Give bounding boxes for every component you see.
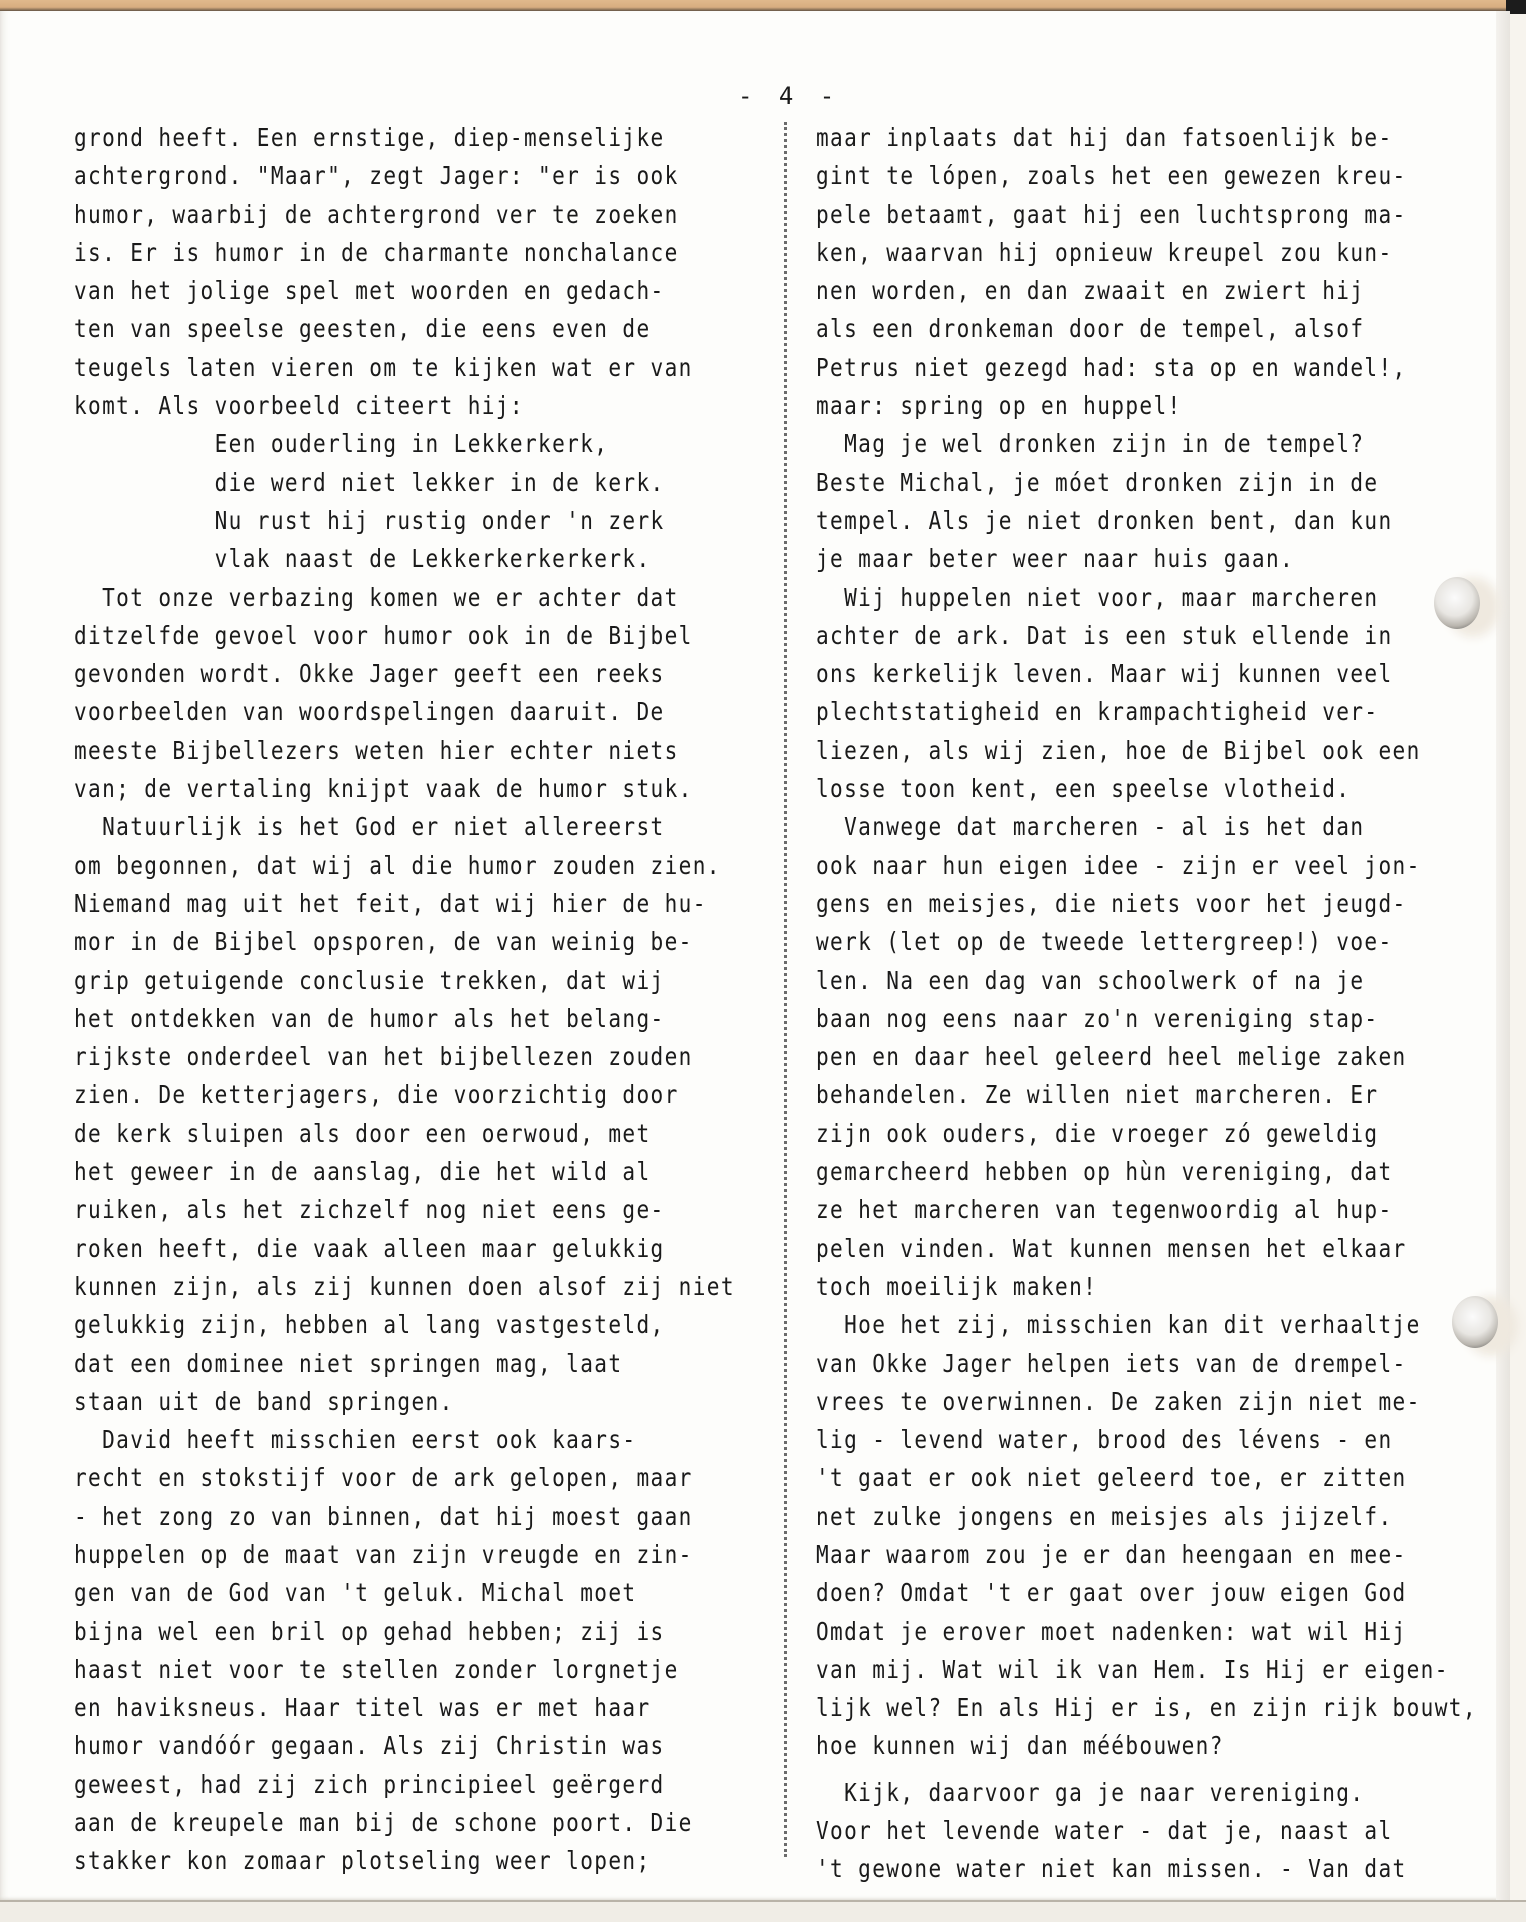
text-line: grond heeft. Een ernstige, diep-menselijke (74, 123, 665, 152)
text-line: zijn ook ouders, die vroeger zó geweldig (816, 1118, 1379, 1148)
text-line: maar: spring op en huppel! (816, 391, 1182, 421)
text-line: voorbeelden van woordspelingen daaruit. De (74, 697, 665, 727)
text-line: geweest, had zij zich principieel geërgerd (74, 1769, 665, 1799)
text-line: Tot onze verbazing komen we er achter dat (74, 582, 679, 612)
page-number: - 4 - (738, 82, 841, 110)
text-line: Natuurlijk is het God er niet allereerst (74, 812, 665, 842)
text-line: maar inplaats dat hij dan fatsoenlijk be- (816, 123, 1393, 152)
text-line: aan de kreupele man bij de schone poort. Die (74, 1808, 693, 1838)
text-line: komt. Als voorbeeld citeert hij: (74, 391, 524, 421)
text-line: toch moeilijk maken! (816, 1271, 1098, 1301)
text-line: rijkste onderdeel van het bijbellezen zouden (74, 1042, 693, 1072)
text-line: lig - levend water, brood des lévens - en (816, 1425, 1393, 1455)
text-line: het ontdekken van de humor als het belang- (74, 1003, 665, 1033)
text-line: ruiken, als het zichzelf nog niet eens ge- (74, 1195, 665, 1225)
text-line: achter de ark. Dat is een stuk ellende in (816, 620, 1393, 650)
text-line: grip getuigende conclusie trekken, dat wij (74, 965, 665, 995)
text-line: recht en stokstijf voor de ark gelopen, maar (74, 1463, 693, 1493)
text-line: vlak naast de Lekkerkerkerkerk. (74, 544, 651, 574)
text-line: ten van speelse geesten, die eens even de (74, 314, 651, 344)
text-line: van Okke Jager helpen iets van de drempel- (816, 1348, 1407, 1378)
text-line: Niemand mag uit het feit, dat wij hier de hu- (74, 888, 707, 918)
punch-hole-icon (1452, 1296, 1498, 1348)
text-line: bijna wel een bril op gehad hebben; zij is (74, 1616, 665, 1646)
text-line: is. Er is humor in de charmante nonchalance (74, 237, 679, 267)
text-line: om begonnen, dat wij al die humor zouden zien. (74, 850, 721, 880)
text-line: doen? Omdat 't er gaat over jouw eigen God (816, 1578, 1407, 1608)
text-line: baan nog eens naar zo'n vereniging stap- (816, 1003, 1379, 1033)
left-column (74, 119, 842, 1881)
text-line: meeste Bijbellezers weten hier echter niets (74, 735, 679, 765)
text-line: 't gewone water niet kan missen. - Van dat (816, 1854, 1407, 1884)
text-line: roken heeft, die vaak alleen maar gelukkig (74, 1233, 665, 1263)
text-line: humor vandóór gegaan. Als zij Christin was (74, 1731, 665, 1761)
paragraph-gap (816, 1766, 1526, 1774)
text-line: van het jolige spel met woorden en gedach- (74, 276, 665, 306)
text-line: en haviksneus. Haar titel was er met haar (74, 1693, 651, 1723)
text-line: Omdat je erover moet nadenken: wat wil Hij (816, 1616, 1407, 1646)
text-line: nen worden, en dan zwaait en zwiert hij (816, 276, 1365, 306)
text-line: ditzelfde gevoel voor humor ook in de Bijbel (74, 620, 693, 650)
text-line: gelukkig zijn, hebben al lang vastgesteld, (74, 1310, 665, 1340)
text-line: zien. De ketterjagers, die voorzichtig door (74, 1080, 679, 1110)
text-line: pele betaamt, gaat hij een luchtsprong ma- (816, 199, 1407, 229)
text-line: je maar beter weer naar huis gaan. (816, 544, 1295, 574)
text-line: dat een dominee niet springen mag, laat (74, 1348, 623, 1378)
right-column-final-paragraph (816, 1774, 1526, 1889)
text-line: achtergrond. "Maar", zegt Jager: "er is ook (74, 161, 679, 191)
text-line: tempel. Als je niet dronken bent, dan kun (816, 505, 1393, 535)
text-line: werk (let op de tweede lettergreep!) voe- (816, 927, 1393, 957)
text-line: ze het marcheren van tegenwoordig al hup- (816, 1195, 1393, 1225)
text-line: Maar waarom zou je er dan heengaan en mee- (816, 1539, 1407, 1569)
text-line: Mag je wel dronken zijn in de tempel? (816, 429, 1365, 459)
text-line: Voor het levende water - dat je, naast al (816, 1816, 1393, 1846)
text-line: als een dronkeman door de tempel, alsof (816, 314, 1365, 344)
text-line: Beste Michal, je móet dronken zijn in de (816, 467, 1379, 497)
text-line: Kijk, daarvoor ga je naar vereniging. (816, 1777, 1365, 1807)
text-line: de kerk sluipen als door een oerwoud, met (74, 1118, 651, 1148)
text-line: gens en meisjes, die niets voor het jeugd- (816, 888, 1407, 918)
text-line: stakker kon zomaar plotseling weer lopen; (74, 1846, 651, 1876)
text-line: gint te lópen, zoals het een gewezen kreu- (816, 161, 1407, 191)
text-line: liezen, als wij zien, hoe de Bijbel ook een (816, 735, 1421, 765)
text-line: teugels laten vieren om te kijken wat er van (74, 352, 693, 382)
text-line: Vanwege dat marcheren - al is het dan (816, 812, 1365, 842)
text-line: gevonden wordt. Okke Jager geeft een reeks (74, 659, 665, 689)
text-line: kunnen zijn, als zij kunnen doen alsof zij niet (74, 1271, 735, 1301)
text-line: van; de vertaling knijpt vaak de humor stuk. (74, 774, 693, 804)
text-line: Petrus niet gezegd had: sta op en wandel!, (816, 352, 1407, 382)
text-line: mor in de Bijbel opsporen, de van weinig be- (74, 927, 693, 957)
right-column-main-text (816, 119, 1526, 1766)
text-line: die werd niet lekker in de kerk. (74, 467, 665, 497)
right-column (816, 119, 1526, 1889)
text-line: humor, waarbij de achtergrond ver te zoeken (74, 199, 679, 229)
text-line: losse toon kent, een speelse vlotheid. (816, 774, 1351, 804)
text-line: behandelen. Ze willen niet marcheren. Er (816, 1080, 1379, 1110)
text-line: Nu rust hij rustig onder 'n zerk (74, 505, 665, 535)
text-line: Hoe het zij, misschien kan dit verhaaltje (816, 1310, 1421, 1340)
text-line: len. Na een dag van schoolwerk of na je (816, 965, 1365, 995)
text-line: lijk wel? En als Hij er is, en zijn rijk bouwt, (816, 1693, 1477, 1723)
text-line: staan uit de band springen. (74, 1386, 454, 1416)
text-line: ons kerkelijk leven. Maar wij kunnen veel (816, 659, 1393, 689)
text-line: 't gaat er ook niet geleerd toe, er zitten (816, 1463, 1407, 1493)
text-line: vrees te overwinnen. De zaken zijn niet me- (816, 1386, 1421, 1416)
text-line: net zulke jongens en meisjes als jijzelf. (816, 1501, 1393, 1531)
text-line: gemarcheerd hebben op hùn vereniging, dat (816, 1157, 1393, 1187)
text-line: plechtstatigheid en krampachtigheid ver- (816, 697, 1379, 727)
text-line: het geweer in de aanslag, die het wild al (74, 1157, 651, 1187)
text-line: Een ouderling in Lekkerkerk, (74, 429, 609, 459)
text-line: huppelen op de maat van zijn vreugde en zin- (74, 1539, 693, 1569)
text-line: gen van de God van 't geluk. Michal moet (74, 1578, 637, 1608)
text-line: van mij. Wat wil ik van Hem. Is Hij er eigen- (816, 1654, 1449, 1684)
text-line: ken, waarvan hij opnieuw kreupel zou kun- (816, 237, 1393, 267)
text-line: pen en daar heel geleerd heel melige zaken (816, 1042, 1407, 1072)
text-line: haast niet voor te stellen zonder lorgnetje (74, 1654, 679, 1684)
text-line: Wij huppelen niet voor, maar marcheren (816, 582, 1379, 612)
text-line: hoe kunnen wij dan méébouwen? (816, 1731, 1224, 1761)
text-line: David heeft misschien eerst ook kaars- (74, 1425, 637, 1455)
punch-hole-icon (1434, 577, 1480, 629)
text-line: pelen vinden. Wat kunnen mensen het elkaar (816, 1233, 1407, 1263)
text-line: ook naar hun eigen idee - zijn er veel jon- (816, 850, 1421, 880)
text-line: - het zong zo van binnen, dat hij moest gaan (74, 1501, 693, 1531)
paper-bottom-edge (0, 1900, 1526, 1922)
